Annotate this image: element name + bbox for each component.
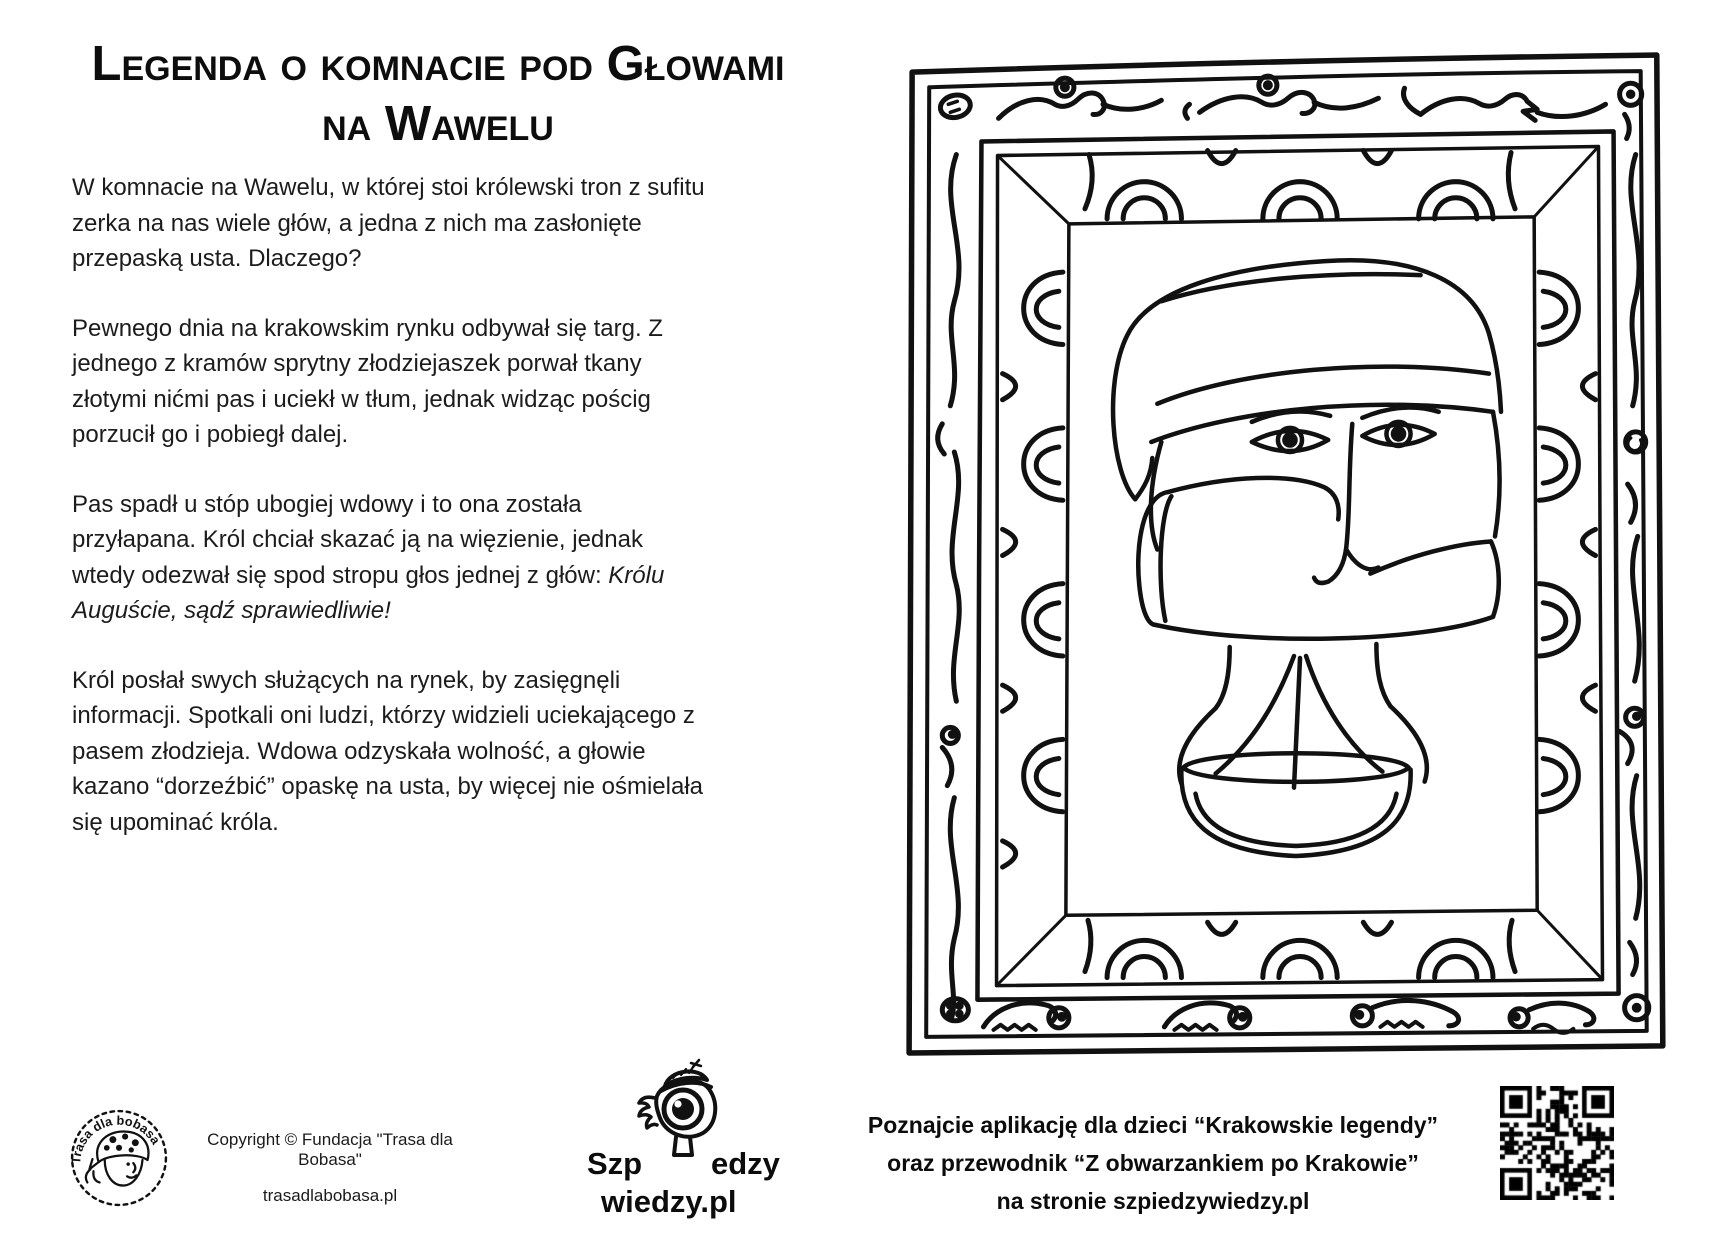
story-paragraph-text: Pas spadł u stóp ubogiej wdowy i to ona została przyłapana. Król chciał skazać ją na więzienie, jednak wtedy odezwał się spod stropu głos jednej z głów: bbox=[72, 490, 643, 589]
page-title-line1: Legenda o komnacie pod Głowami bbox=[91, 37, 785, 91]
promo-line3: na stronie szpiedzywiedzy.pl bbox=[996, 1188, 1310, 1214]
logo-text-bottom: wiedzy.pl bbox=[601, 1184, 737, 1219]
promo-line2: oraz przewodnik “Z obwarzankiem po Krakowie” bbox=[887, 1150, 1419, 1176]
spy-eye-icon bbox=[635, 1058, 729, 1158]
coloring-frame-illustration bbox=[898, 42, 1692, 1062]
story-paragraph: Król posłał swych służących na rynek, by zasięgnęli informacji. Spotkali oni ludzi, którzy widzieli uciekającego z pasem złodzieja. Wdowa odzyskała wolność, a głowie kazano “dorzeźbić” opaskę na usta, by więcej nie ośmielała się upominać króla. bbox=[72, 666, 703, 836]
trasa-dla-bobasa-logo bbox=[68, 1106, 170, 1210]
story-paragraph: W komnacie na Wawelu, w której stoi królewski tron z sufitu zerka na nas wiele głów, a jedna z nich ma zasłonięte przepaską usta. Dlaczego? bbox=[72, 174, 705, 272]
woman-in-headscarf-icon bbox=[86, 1131, 149, 1185]
promo-text bbox=[788, 1106, 1518, 1220]
copyright-line: Copyright © Fundacja "Trasa dla Bobasa" bbox=[207, 1130, 453, 1169]
logo-text-right: edzy bbox=[711, 1146, 780, 1181]
szpiedzy-wiedzy-logo bbox=[585, 1058, 815, 1228]
page-title-line2: na Wawelu bbox=[322, 97, 554, 151]
badge-arc-text: Trasa dla bobasa bbox=[68, 1112, 164, 1165]
website-line: trasadlabobasa.pl bbox=[262, 1186, 398, 1205]
copyright-block bbox=[176, 1130, 484, 1206]
story-text bbox=[72, 170, 706, 874]
picture-frame bbox=[909, 55, 1663, 1053]
page-title bbox=[8, 34, 868, 154]
story-paragraph-quote: Królu Auguście, sądź sprawiedliwie! bbox=[72, 561, 665, 624]
story-paragraph: Pewnego dnia na krakowskim rynku odbywał się targ. Z jednego z kramów sprytny złodziejaszek porwał tkany złotymi nićmi pas i uciekł w tłum, jednak widząc pościg porzucił go i pobiegł dalej. bbox=[72, 314, 663, 448]
qr-code bbox=[1500, 1086, 1614, 1200]
story-paragraph bbox=[72, 487, 706, 629]
logo-text-left: Szp bbox=[587, 1146, 643, 1181]
promo-line1: Poznajcie aplikację dla dzieci “Krakowskie legendy” bbox=[867, 1112, 1439, 1138]
